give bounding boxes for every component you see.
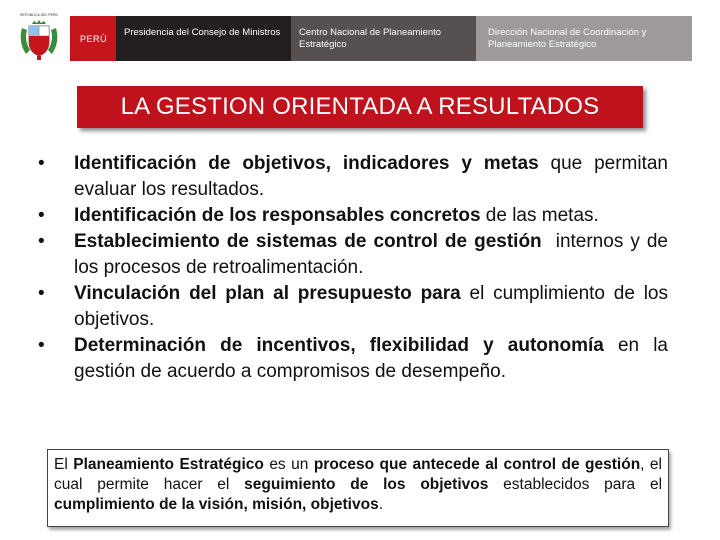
summary-box — [47, 449, 669, 527]
summary-bold-text: Planeamiento Estratégico — [73, 456, 264, 473]
bullet-bold-text: Determinación de incentivos, flexibilidad y autonomía — [74, 335, 604, 356]
bullet-bold-text: Establecimiento de sistemas de control de gestión — [74, 231, 542, 252]
bullet-bold-text: Vinculación del plan al presupuesto para — [74, 283, 461, 304]
ceplan-label: Centro Nacional de Planeamiento Estratégico — [291, 16, 476, 61]
summary-bold-text: cumplimiento de la visión, misión, objetivos — [54, 496, 379, 513]
peru-label: PERÚ — [70, 16, 116, 61]
bullet-item — [28, 203, 668, 229]
bullet-item — [28, 333, 668, 385]
slide-title-banner — [77, 86, 643, 128]
summary-text: . — [378, 496, 384, 513]
bullet-item — [28, 281, 668, 333]
summary-text: El — [54, 456, 74, 473]
summary-text: es un — [263, 456, 314, 473]
slide-title: LA GESTION ORIENTADA A RESULTADOS — [120, 93, 600, 120]
summary-text: establecidos para el — [488, 476, 663, 493]
crest-label: REPÚBLICA DEL PERÚ — [20, 13, 58, 17]
bullet-text: el cumplimiento de los objetivos. — [74, 283, 668, 330]
summary-bold-text: proceso que antecede al control de gestión — [313, 456, 641, 473]
bullet-bold-text: Identificación de los responsables concretos — [74, 205, 481, 226]
summary-bold-text: seguimiento de los objetivos — [244, 476, 489, 493]
bullet-list — [28, 151, 674, 385]
bullet-item — [28, 229, 674, 281]
bullet-text: de las metas. — [480, 205, 599, 226]
bullet-item — [28, 151, 668, 203]
bullet-bold-text: Identificación de objetivos, indicadores y metas — [74, 153, 539, 174]
pcm-label: Presidencia del Consejo de Ministros — [116, 16, 291, 61]
summary-text: , el cual permite hacer el — [54, 456, 662, 493]
bullet-text: en la gestión de acuerdo a compromisos de desempeño. — [74, 335, 668, 382]
coat-of-arms-icon — [16, 12, 62, 62]
dncpe-label: Dirección Nacional de Coordinación y Planeamiento Estratégico — [476, 16, 692, 61]
bullet-text: que permitan evaluar los resultados. — [74, 153, 669, 200]
header-bar — [0, 0, 720, 75]
bullet-text: internos y de los procesos de retroalimentación. — [74, 231, 674, 278]
